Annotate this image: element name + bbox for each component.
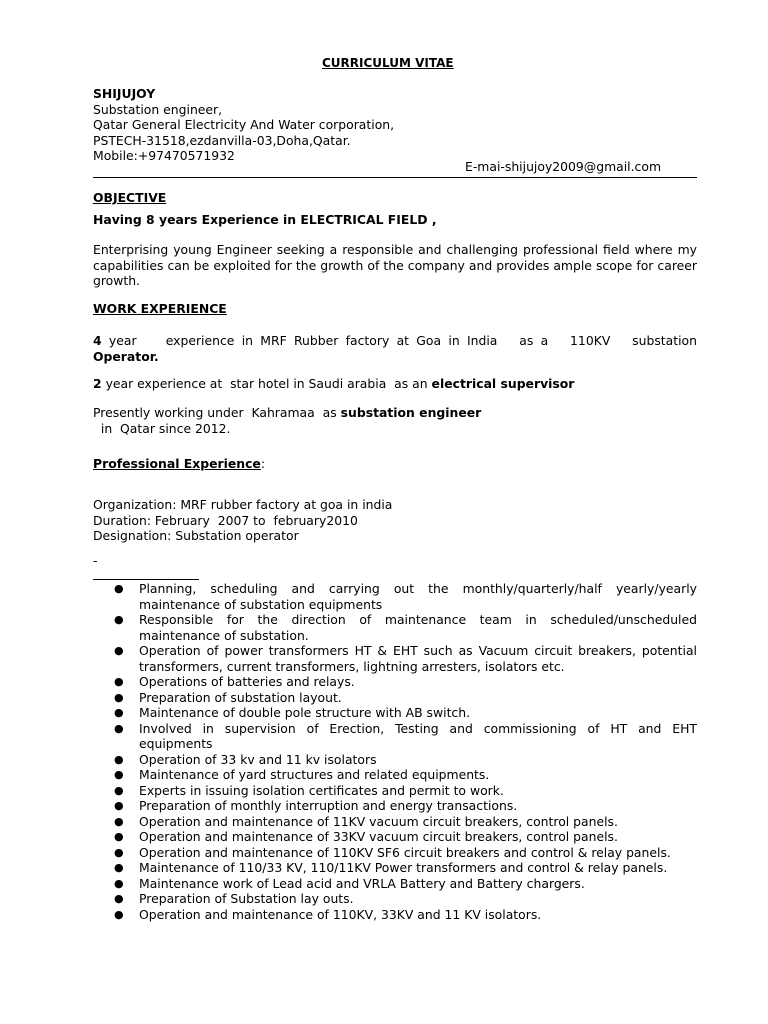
- bullet-icon: ●: [114, 907, 124, 921]
- responsibility-item: [112, 705, 697, 721]
- responsibility-item: [112, 845, 697, 861]
- responsibilities-list: [112, 581, 697, 922]
- professional-heading-row: [93, 456, 265, 472]
- responsibility-item: [112, 721, 697, 752]
- bullet-icon: ●: [114, 876, 124, 890]
- bullet-icon: ●: [114, 768, 124, 781]
- responsibility-text: Preparation of substation layout.: [139, 689, 342, 705]
- header-line: Qatar General Electricity And Water corporation,: [93, 117, 395, 132]
- bullet-icon: ●: [114, 690, 124, 704]
- responsibility-text: Maintenance of 110/33 KV, 110/11KV Power transformers and control & relay panels.: [139, 860, 668, 875]
- work-item-mrf: [93, 333, 697, 364]
- responsibility-text: Operation and maintenance of 110KV, 33KV and 11 KV isolators.: [139, 906, 542, 922]
- responsibility-item: [112, 767, 697, 783]
- bullet-icon: ●: [114, 706, 124, 719]
- bullet-icon: ●: [114, 783, 124, 797]
- organization-line: Organization: MRF rubber factory at goa in india: [93, 497, 393, 512]
- bullet-icon: ●: [114, 582, 124, 595]
- bullet-icon: ●: [114, 892, 124, 905]
- heading-colon: :: [260, 456, 265, 471]
- responsibility-item: [112, 581, 697, 612]
- responsibility-text: Operation and maintenance of 11KV vacuum circuit breakers, control panels.: [139, 813, 618, 829]
- bullet-icon: ●: [114, 721, 124, 735]
- objective-lead: Having 8 years Experience in ELECTRICAL FIELD ,: [93, 212, 437, 227]
- responsibility-text: Maintenance work of Lead acid and VRLA Battery and Battery chargers.: [139, 875, 585, 891]
- responsibility-text: Preparation of Substation lay outs.: [139, 891, 354, 906]
- responsibility-text: Planning, scheduling and carrying out the monthly/quarterly/half yearly/yearly maintenance of substation equipments: [139, 581, 697, 612]
- work-item-location: in Qatar since 2012.: [93, 420, 231, 436]
- responsibility-item: [112, 891, 697, 907]
- bullet-icon: ●: [114, 799, 124, 812]
- responsibility-text: Operation and maintenance of 110KV SF6 circuit breakers and control & relay panels.: [139, 844, 671, 860]
- candidate-name: SHIJUJOY: [93, 86, 156, 101]
- bullet-icon: ●: [114, 814, 124, 828]
- responsibility-text: Operation of 33 kv and 11 kv isolators: [139, 751, 377, 767]
- work-item-text: Presently working under Kahramaa as: [93, 405, 341, 420]
- work-item-role: substation engineer: [340, 405, 482, 420]
- work-item-hotel: [93, 376, 574, 392]
- responsibility-text: Operations of batteries and relays.: [139, 674, 355, 689]
- duration-line: Duration: February 2007 to february2010: [93, 512, 358, 528]
- responsibility-item: [112, 643, 697, 674]
- designation-line: Designation: Substation operator: [93, 528, 299, 543]
- work-item-role: electrical supervisor: [431, 376, 575, 391]
- org-details: [93, 497, 392, 544]
- objective-text: Enterprising young Engineer seeking a responsible and challenging professional field where my capabilities can be exploited for the growth of the company and provides ample scope for career growth.: [93, 242, 697, 288]
- header-line: Mobile:+97470571932: [93, 148, 235, 163]
- work-item-role: Operator.: [93, 348, 159, 364]
- header-line: PSTECH-31518,ezdanvilla-03,Doha,Qatar.: [93, 132, 351, 148]
- contact-header: [93, 86, 394, 164]
- responsibility-text: Operation and maintenance of 33KV vacuum circuit breakers, control panels.: [139, 829, 618, 844]
- work-item-text: year experience at star hotel in Saudi arabia as an: [101, 376, 432, 391]
- bullet-icon: ●: [114, 675, 124, 688]
- dash-mark: -: [93, 553, 98, 568]
- email-address: E-mai-shijujoy2009@gmail.com: [465, 159, 662, 174]
- professional-heading: Professional Experience: [93, 456, 261, 471]
- work-item-text: year experience in MRF Rubber factory at Goa in India as a 110KV substation: [101, 333, 697, 348]
- header-divider: [93, 177, 697, 178]
- responsibility-text: Responsible for the direction of maintenance team in scheduled/unscheduled maintenance of substation.: [139, 612, 697, 643]
- responsibility-item: [112, 907, 697, 923]
- responsibility-item: [112, 783, 697, 799]
- responsibility-item: [112, 860, 697, 876]
- bullet-icon: ●: [114, 830, 124, 843]
- responsibility-text: Maintenance of yard structures and related equipments.: [139, 767, 490, 782]
- years-number: 4: [93, 333, 102, 348]
- responsibility-item: [112, 690, 697, 706]
- bullet-icon: ●: [114, 845, 124, 859]
- document-title: CURRICULUM VITAE: [322, 56, 454, 70]
- responsibility-item: [112, 674, 697, 690]
- bullet-icon: ●: [114, 613, 124, 626]
- short-divider: [93, 579, 199, 580]
- responsibility-text: Preparation of monthly interruption and energy transactions.: [139, 798, 518, 813]
- header-line: Substation engineer,: [93, 101, 223, 117]
- responsibility-item: [112, 876, 697, 892]
- responsibility-item: [112, 752, 697, 768]
- years-number: 2: [93, 376, 102, 391]
- responsibility-text: Experts in issuing isolation certificates and permit to work.: [139, 782, 504, 798]
- responsibility-item: [112, 612, 697, 643]
- bullet-icon: ●: [114, 644, 124, 657]
- responsibility-text: Involved in supervision of Erection, Testing and commissioning of HT and EHT equipments: [139, 720, 697, 751]
- work-experience-heading: WORK EXPERIENCE: [93, 301, 227, 316]
- responsibility-text: Operation of power transformers HT & EHT such as Vacuum circuit breakers, potential transformers, current transformers, lightning arresters, isolators etc.: [139, 643, 697, 674]
- bullet-icon: ●: [114, 752, 124, 766]
- responsibility-item: [112, 829, 697, 845]
- bullet-icon: ●: [114, 861, 124, 874]
- responsibility-text: Maintenance of double pole structure with AB switch.: [139, 705, 471, 720]
- work-item-current: [93, 405, 481, 436]
- responsibility-item: [112, 814, 697, 830]
- objective-heading: OBJECTIVE: [93, 190, 167, 205]
- responsibility-item: [112, 798, 697, 814]
